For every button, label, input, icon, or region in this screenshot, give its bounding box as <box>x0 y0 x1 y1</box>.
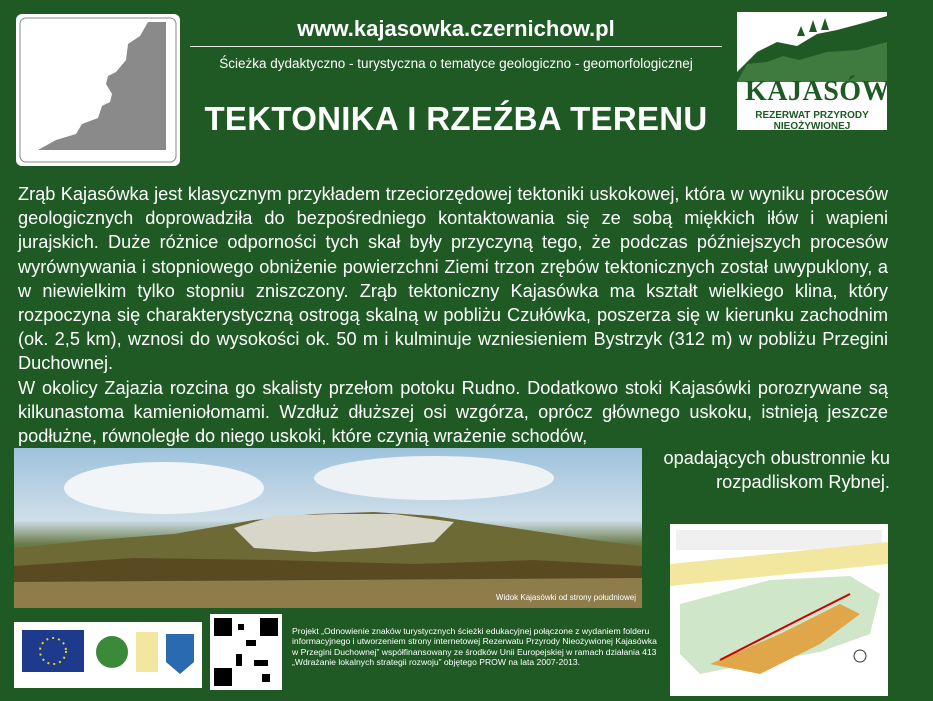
page-title: TEKTONIKA I RZEŹBA TERENU <box>204 100 708 137</box>
page-subtitle: Ścieżka dydaktyczno - turystyczna o tematyce geologiczno - geomorfologicznej <box>219 56 693 71</box>
reserve-subtitle: REZERWAT PRZYRODY NIEOŻYWIONEJ <box>755 110 869 132</box>
description-text: Zrąb Kajasówka jest klasycznym przykładem trzeciorzędowej tektoniki uskokowej, która w wyniku procesów geologicznych doprowadziła do bezpośredniego kontaktowania się ze sobą miękkich iłów i wapieni jurajskich. Duże różnice odporności tych skał były przyczyną tego, że podczas późniejszych procesów wyrównywania i stopniowego obniżenie powierzchni Ziemi trzon zrębów tektonicznych został uwypuklony, a w niewielkim tylko stopniu zniszczony. Zrąb tektoniczny Kajasówka ma kształt wielkiego klina, który rozpoczyna się charakterystyczną ostrogą skalną w pobliżu Czułówka, poszerza się w kierunku zachodnim (ok. 2,5 km), wznosi do wysokości ok. 50 m i kulminuje wzniesieniem Bystrzyk (312 m) w pobliżu Przegini Duchownej. W okolicy Zajazia rozcina go skalisty przełom potoku Rudno. Dodatkowo stoki Kajasówki porozrywane są kilkunastoma kamieniołomami. Wzdłuż dłuższej osi wzgórza, oprócz głównego uskoku, istnieją jeszcze podłużne, równoległe do niego uskoki, które czynią wrażenie schodów, <box>18 184 888 447</box>
trail-map <box>670 524 888 696</box>
description-tail: opadających obustronnie ku rozpadliskom Rybnej. <box>663 448 890 493</box>
reserve-name: KAJASÓWKA <box>745 76 933 107</box>
reserve-logo <box>737 12 933 132</box>
sponsor-logos-icon <box>14 622 202 688</box>
forest-hill-icon <box>737 12 887 82</box>
rock-silhouette-icon <box>16 14 180 166</box>
landscape-photo <box>14 448 642 608</box>
qr-code-icon <box>210 614 282 690</box>
header-divider <box>190 46 722 47</box>
hill-illustration <box>14 448 642 608</box>
rock-silhouette-logo <box>16 14 180 166</box>
site-url[interactable]: www.kajasowka.czernichow.pl <box>297 16 615 41</box>
project-info: Projekt „Odnowienie znaków turystycznych ścieżki edukacyjnej połączone z wydaniem folderu informacyjnego i utworzeniem strony internetowej Rezerwatu Przyrody Nieożywionej Kajasówka w Przegini Duchownej” współfinansowany ze środków Unii Europejskiej w ramach działania 413 „Wdrażanie lokalnych strategii rozwoju” objętego PROW na lata 2007-2013. <box>292 626 657 668</box>
sponsor-logos <box>14 622 202 688</box>
map-illustration <box>670 524 888 696</box>
photo-caption: Widok Kajasówki od strony południowej <box>495 593 636 602</box>
qr-code[interactable] <box>210 614 282 690</box>
